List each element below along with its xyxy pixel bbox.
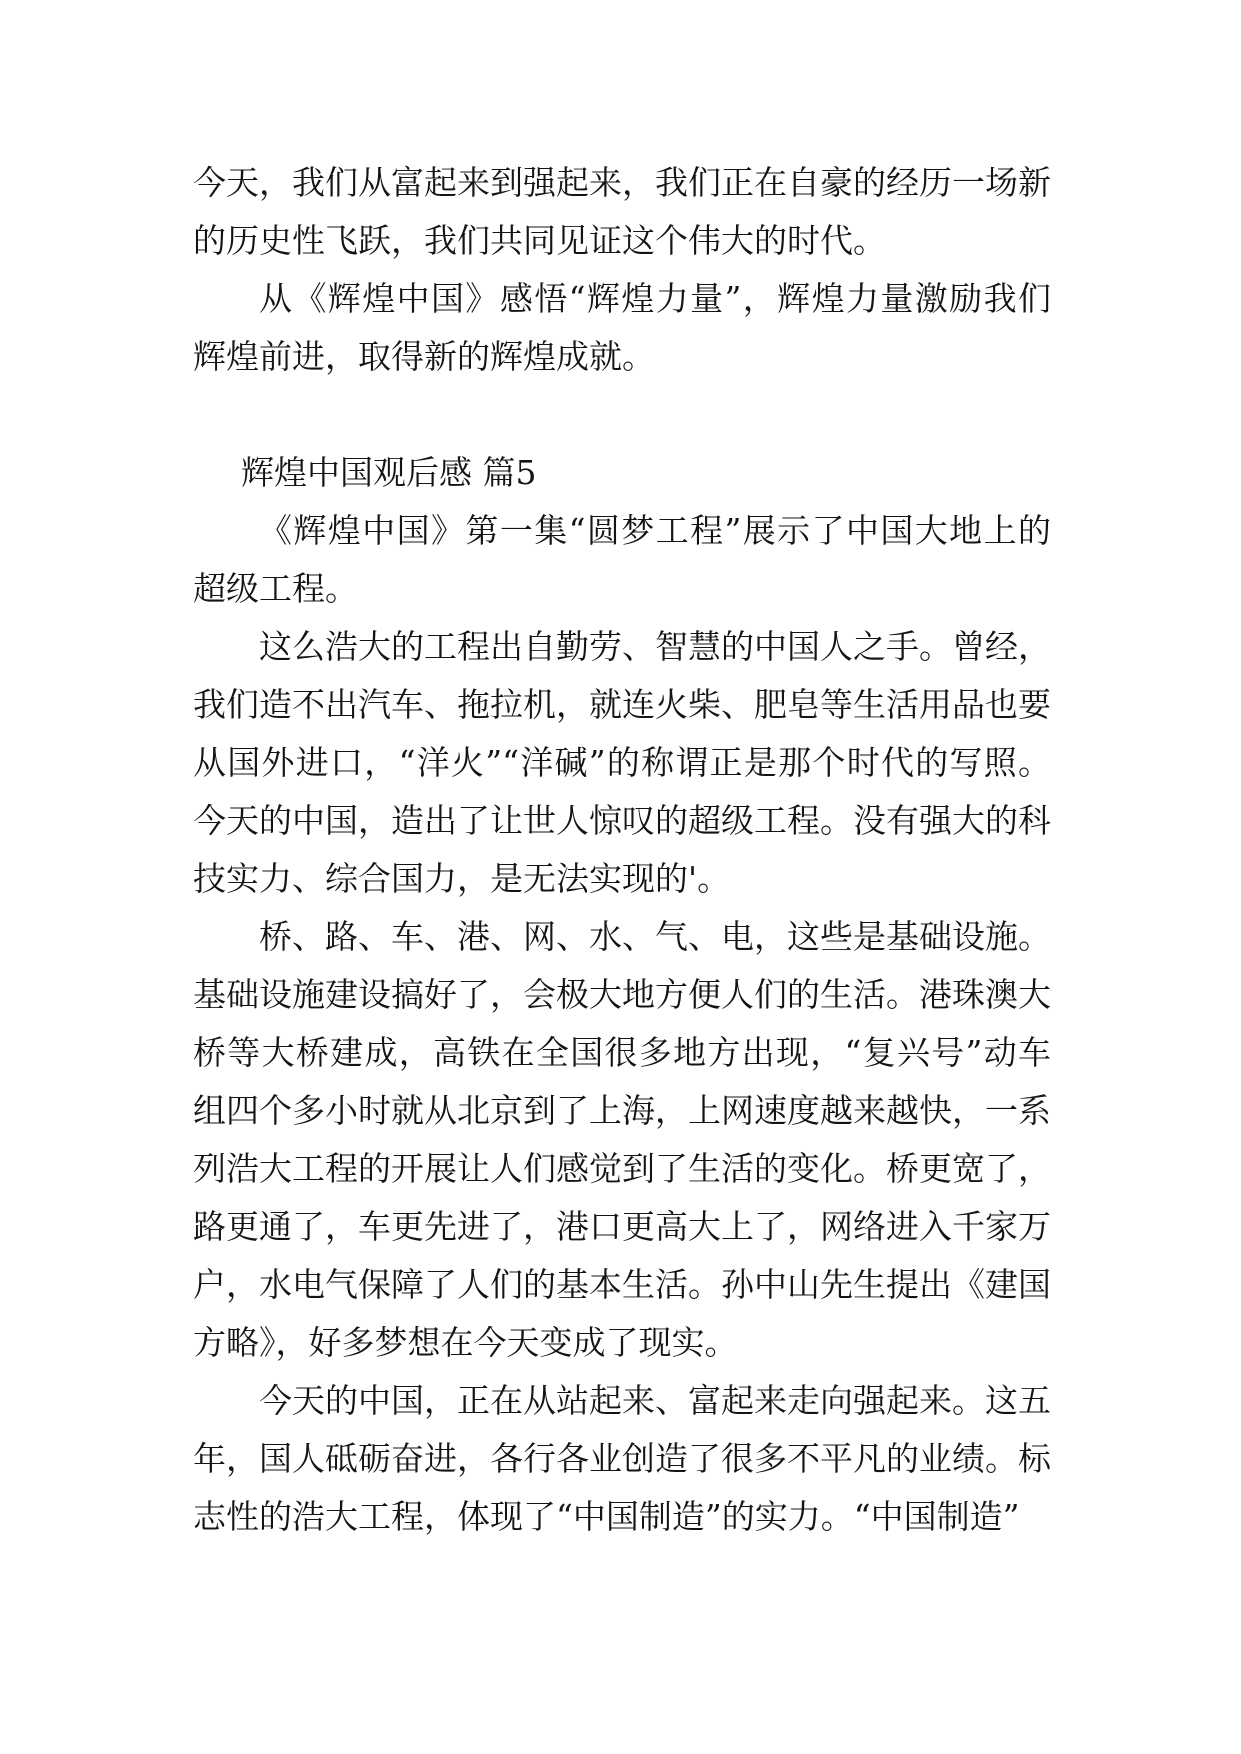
paragraph: 从《辉煌中国》感悟“辉煌力量”，辉煌力量激励我们辉煌前进，取得新的辉煌成就。 <box>193 279 1051 376</box>
paragraph: 《辉煌中国》第一集“圆梦工程”展示了中国大地上的超级工程。 <box>193 511 1051 608</box>
paragraph: 今天，我们从富起来到强起来，我们正在自豪的经历一场新的历史性飞跃，我们共同见证这个伟大的时代。 <box>193 163 1051 260</box>
paragraph: 今天的中国，正在从站起来、富起来走向强起来。这五年，国人砥砺奋进，各行各业创造了很多不平凡的业绩。标志性的浩大工程，体现了“中国制造”的实力。“中国制造” <box>193 1381 1051 1536</box>
document-body <box>193 154 1051 1546</box>
section-heading: 辉煌中国观后感 篇5 <box>241 453 537 492</box>
paragraph: 桥、路、车、港、网、水、气、电，这些是基础设施。基础设施建设搞好了，会极大地方便人们的生活。港珠澳大桥等大桥建成，高铁在全国很多地方出现，“复兴号”动车组四个多小时就从北京到了上海，上网速度越来越快，一系列浩大工程的开展让人们感觉到了生活的变化。桥更宽了，路更通了，车更先进了，港口更高大上了，网络进入千家万户，水电气保障了人们的基本生活。孙中山先生提出《建国方略》，好多梦想在今天变成了现实。 <box>193 917 1051 1362</box>
paragraph: 这么浩大的工程出自勤劳、智慧的中国人之手。曾经，我们造不出汽车、拖拉机，就连火柴、肥皂等生活用品也要从国外进口，“洋火”“洋碱”的称谓正是那个时代的写照。今天的中国，造出了让世人惊叹的超级工程。没有强大的科技实力、综合国力，是无法实现的'。 <box>193 627 1051 898</box>
